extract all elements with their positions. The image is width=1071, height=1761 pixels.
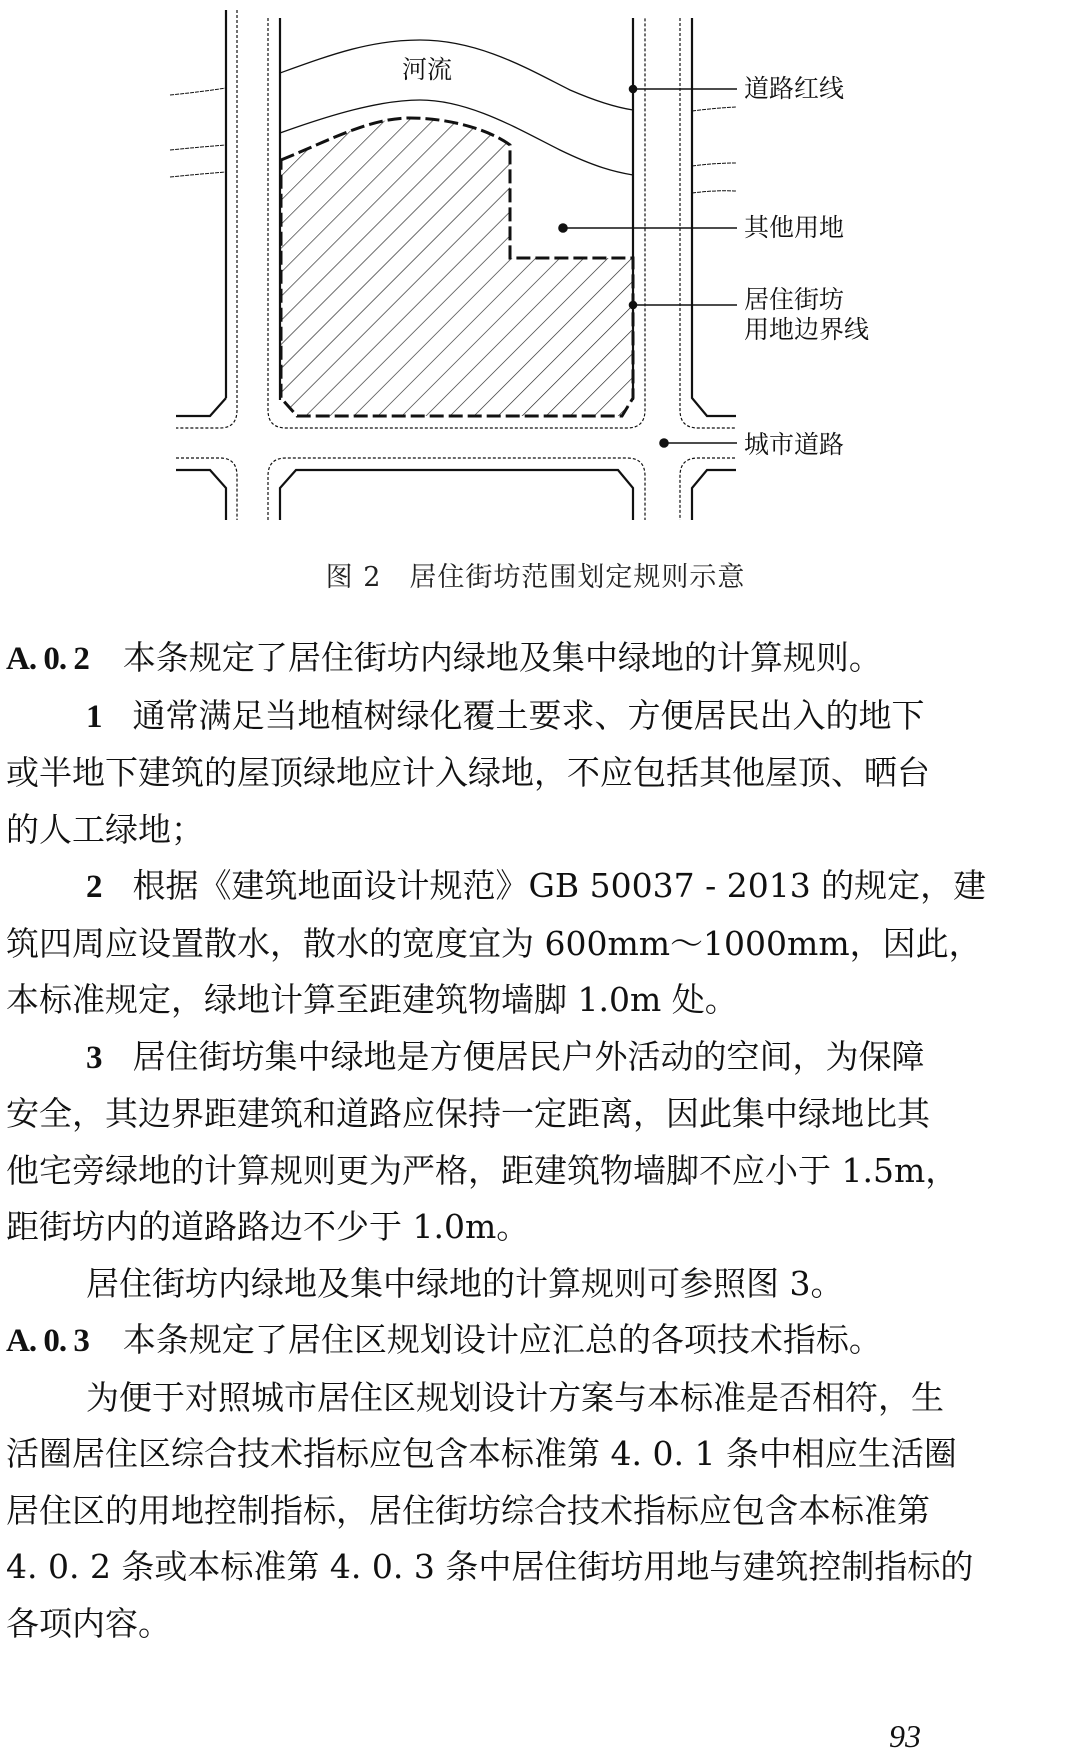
a02-note: 居住街坊内绿地及集中绿地的计算规则可参照图 3。: [86, 1263, 844, 1303]
a03-line-2: 活圈居住区综合技术指标应包含本标准第 4. 0. 1 条中相应生活圈: [6, 1434, 957, 1473]
block-boundary-label-line2: 用地边界线: [744, 315, 870, 344]
a03-line-1: 为便于对照城市居住区规划设计方案与本标准是否相符，生: [86, 1377, 944, 1417]
item-number: 2: [86, 869, 103, 905]
figure-2-diagram: [0, 0, 1071, 530]
paragraph-text: 根据《建筑地面设计规范》GB 50037 - 2013 的规定，建: [132, 866, 987, 905]
section-a02-heading: [6, 630, 1064, 688]
item-3-line-3: 他宅旁绿地的计算规则更为严格，距建筑物墙脚不应小于 1.5m，: [6, 1150, 959, 1190]
paragraph-text: 通常满足当地植树绿化覆土要求、方便居民出入的地下: [132, 695, 925, 735]
right-block: [680, 18, 736, 520]
paragraph-text: 居住街坊集中绿地是方便居民户外活动的空间，为保障: [132, 1036, 925, 1076]
item-number: 3: [86, 1039, 103, 1076]
page-number: 93: [889, 1718, 921, 1754]
figure-number: 图 2: [325, 562, 382, 593]
figure-caption-text: 居住街坊范围划定规则示意: [409, 562, 746, 593]
item-3-line-1: [6, 1029, 1064, 1087]
section-a03-heading: [6, 1312, 1064, 1370]
block-boundary-diagram: [0, 0, 1071, 530]
item-1-line-3: 的人工绿地；: [6, 809, 204, 849]
item-3-line-2: 安全，其边界距建筑和道路应保持一定距离，因此集中绿地比其: [6, 1094, 930, 1133]
section-heading-text: 本条规定了居住区规划设计应汇总的各项技术指标。: [122, 1320, 882, 1359]
item-1-line-2: 或半地下建筑的屋顶绿地应计入绿地，不应包括其他屋顶、晒台: [6, 753, 930, 792]
a03-line-3: 居住区的用地控制指标，居住街坊综合技术指标应包含本标准第: [6, 1490, 930, 1530]
other-land-label: 其他用地: [744, 213, 845, 242]
left-block: [170, 10, 237, 520]
item-3-line-4: 距街坊内的道路路边不少于 1.0m。: [6, 1207, 530, 1246]
central-block: [268, 18, 645, 430]
section-number: A. 0. 3: [6, 1323, 89, 1359]
city-road-label: 城市道路: [744, 430, 845, 459]
figure-caption: [0, 555, 1071, 594]
section-heading-text: 本条规定了居住街坊内绿地及集中绿地的计算规则。: [122, 638, 882, 677]
item-number: 1: [86, 698, 103, 735]
body-text: [6, 630, 1064, 1652]
river-upper-bank: [280, 40, 633, 110]
block-boundary-label-line1: 居住街坊: [744, 285, 845, 314]
item-1-line-1: [6, 688, 1064, 746]
bottom-block: [268, 458, 645, 520]
item-2-line-3: 本标准规定，绿地计算至距建筑物墙脚 1.0m 处。: [6, 980, 738, 1019]
item-2-line-2: 筑四周应设置散水，散水的宽度宜为 600mm～1000mm，因此，: [6, 923, 982, 963]
road-red-line-label: 道路红线: [744, 74, 845, 103]
item-2-line-1: [6, 858, 1064, 916]
a03-line-4: 4. 0. 2 条或本标准第 4. 0. 3 条中居住街坊用地与建筑控制指标的: [6, 1547, 974, 1586]
a03-line-5: 各项内容。: [6, 1603, 171, 1643]
section-number: A. 0. 2: [6, 641, 89, 677]
river-label: 河流: [402, 55, 453, 84]
